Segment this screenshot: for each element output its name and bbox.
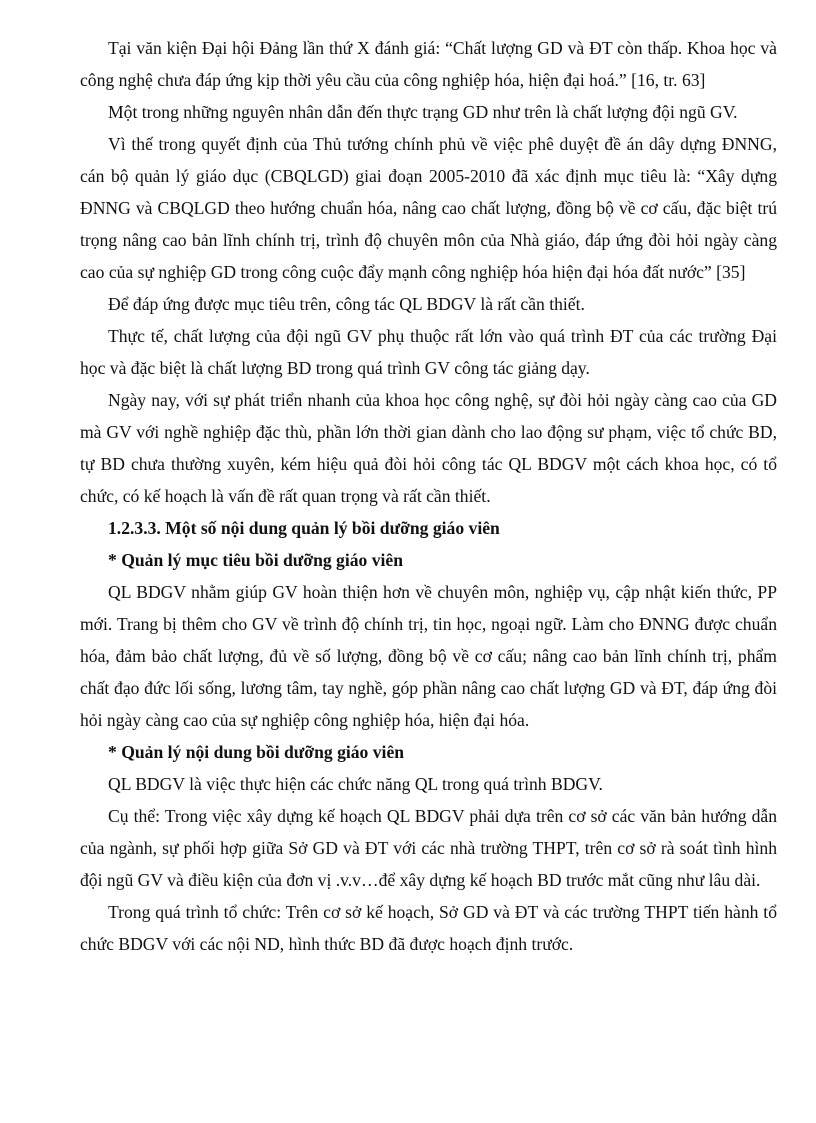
paragraph: Ngày nay, với sự phát triển nhanh của khoa học công nghệ, sự đòi hỏi ngày càng cao của GD mà GV với nghề nghiệp đặc thù, phần lớn thời gian dành cho lao động sư phạm, việc tổ chức BD, tự BD chưa thường xuyên, kém hiệu quả đòi hỏi công tác QL BDGV một cách khoa học, có tổ chức, có kế hoạch là vấn đề rất quan trọng và rất cần thiết. xyxy=(80,390,777,506)
paragraph: Thực tế, chất lượng của đội ngũ GV phụ thuộc rất lớn vào quá trình ĐT của các trường Đại học và đặc biệt là chất lượng BD trong quá trình GV công tác giảng dạy. xyxy=(80,326,777,378)
paragraph: Một trong những nguyên nhân dẫn đến thực trạng GD như trên là chất lượng đội ngũ GV. xyxy=(108,102,738,122)
subsection-heading-content: * Quản lý nội dung bồi dưỡng giáo viên xyxy=(108,742,405,762)
paragraph: Để đáp ứng được mục tiêu trên, công tác QL BDGV là rất cần thiết. xyxy=(108,294,585,314)
paragraph: QL BDGV nhằm giúp GV hoàn thiện hơn về chuyên môn, nghiệp vụ, cập nhật kiến thức, PP mới. Trang bị thêm cho GV về trình độ chính trị, tin học, ngoại ngữ. Làm cho ĐNNG được chuẩn hóa, đảm bảo chất lượng, đủ về số lượng, đồng bộ về cơ cấu; nâng cao bản lĩnh chính trị, phẩm chất đạo đức lối sống, lương tâm, tay nghề, góp phần nâng cao chất lượng GD và ĐT, đáp ứng đòi hỏi ngày càng cao của sự nghiệp công nghiệp hóa, hiện đại hóa. xyxy=(80,582,777,730)
document-page xyxy=(80,32,777,960)
paragraph: Cụ thể: Trong việc xây dựng kế hoạch QL BDGV phải dựa trên cơ sở các văn bản hướng dẫn của ngành, sự phối hợp giữa Sở GD và ĐT với các nhà trường THPT, trên cơ sở rà soát tình hình đội ngũ GV và điều kiện của đơn vị .v.v…để xây dựng kế hoạch BD trước mắt cũng như lâu dài. xyxy=(80,806,777,890)
paragraph: Vì thế trong quyết định của Thủ tướng chính phủ về việc phê duyệt đề án dây dựng ĐNNG, cán bộ quản lý giáo dục (CBQLGD) giai đoạn 2005-2010 đã xác định mục tiêu là: “Xây dựng ĐNNG và CBQLGD theo hướng chuẩn hóa, nâng cao chất lượng, đồng bộ về cơ cấu, đặc biệt trú trọng nâng cao bản lĩnh chính trị, trình độ chuyên môn của Nhà giáo, đáp ứng đòi hỏi ngày càng cao của sự nghiệp GD trong công cuộc đẩy mạnh công nghiệp hóa hiện đại hóa đất nước” [35] xyxy=(80,134,777,282)
section-heading: 1.2.3.3. Một số nội dung quản lý bồi dưỡng giáo viên xyxy=(108,518,500,538)
paragraph: QL BDGV là việc thực hiện các chức năng QL trong quá trình BDGV. xyxy=(108,774,603,794)
paragraph: Trong quá trình tổ chức: Trên cơ sở kế hoạch, Sở GD và ĐT và các trường THPT tiến hành tổ chức BDGV với các nội ND, hình thức BD đã được hoạch định trước. xyxy=(80,902,777,954)
subsection-heading-objectives: * Quản lý mục tiêu bồi dưỡng giáo viên xyxy=(108,550,404,570)
paragraph: Tại văn kiện Đại hội Đảng lần thứ X đánh giá: “Chất lượng GD và ĐT còn thấp. Khoa học và công nghệ chưa đáp ứng kịp thời yêu cầu của công nghiệp hóa, hiện đại hoá.” [16, tr. 63] xyxy=(80,38,777,90)
